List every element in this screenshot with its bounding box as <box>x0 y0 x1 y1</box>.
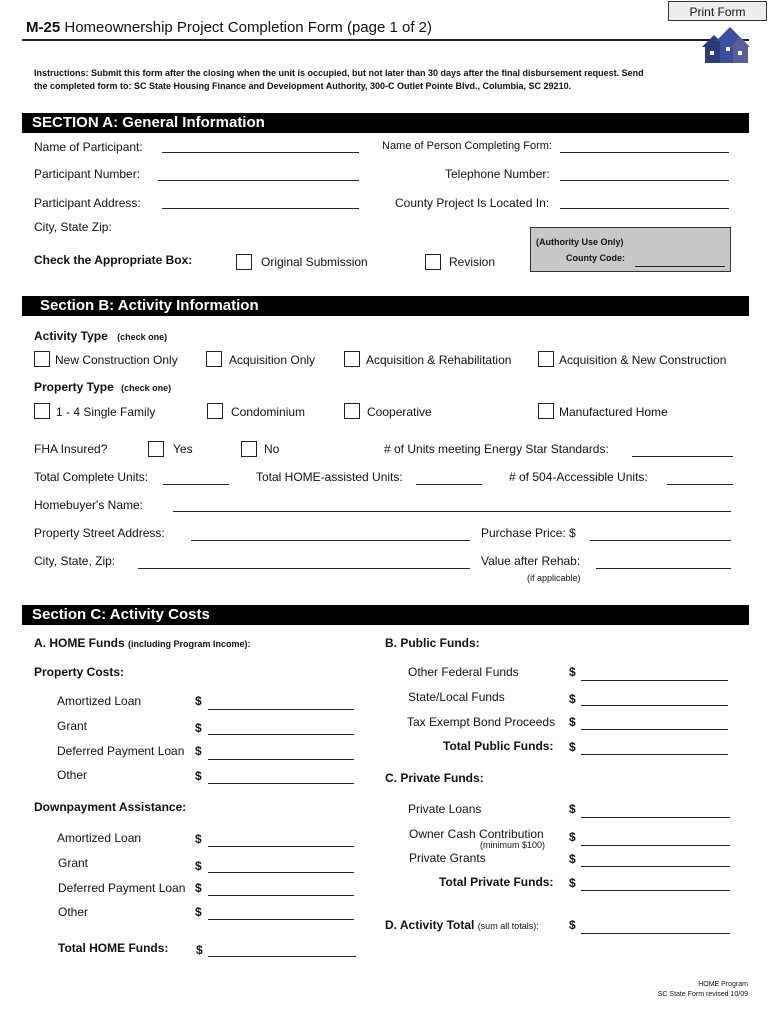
accessible-units-label: # of 504-Accessible Units: <box>509 470 648 484</box>
dp-other-dollar: $ <box>195 905 202 919</box>
revision-checkbox[interactable] <box>425 254 441 270</box>
fha-insured-label: FHA Insured? <box>34 442 108 456</box>
total-home-funds-dollar: $ <box>196 943 203 957</box>
acquisition-rehab-checkbox[interactable] <box>344 351 360 367</box>
owner-cash-label: Owner Cash Contribution <box>409 827 544 841</box>
total-private-funds-label: Total Private Funds: <box>439 875 554 889</box>
dp-deferred-loan-dollar: $ <box>195 881 202 895</box>
acquisition-rehab-label: Acquisition & Rehabilitation <box>366 353 512 367</box>
pc-deferred-loan-label: Deferred Payment Loan <box>57 744 185 758</box>
form-title-text: Homeownership Project Completion Form (page 1 of 2) <box>64 19 433 36</box>
dp-other-field[interactable] <box>208 919 354 920</box>
accessible-units-field[interactable] <box>667 484 733 485</box>
housing-logo <box>700 23 750 65</box>
county-project-label: County Project Is Located In: <box>395 196 550 210</box>
sum-all-note: (sum all totals): <box>477 921 539 931</box>
total-public-funds-label: Total Public Funds: <box>443 739 554 753</box>
cooperative-checkbox[interactable] <box>344 403 360 419</box>
single-family-label: 1 - 4 Single Family <box>56 405 156 419</box>
value-after-rehab-field[interactable] <box>596 568 731 569</box>
fha-no-label: No <box>264 442 280 456</box>
pc-other-label: Other <box>57 768 88 782</box>
other-federal-funds-field[interactable] <box>581 680 728 681</box>
dp-grant-label: Grant <box>58 856 89 870</box>
tax-exempt-bond-dollar: $ <box>569 715 576 729</box>
condominium-checkbox[interactable] <box>207 403 223 419</box>
private-funds-heading: C. Private Funds: <box>385 771 484 785</box>
homebuyer-name-field[interactable] <box>173 511 731 512</box>
instructions: Instructions: Submit this form after the closing when the unit is occupied, but not later than 30 days after the final disbursement request. Send <box>34 68 644 78</box>
acquisition-only-label: Acquisition Only <box>229 353 316 367</box>
authority-use-box <box>530 227 731 272</box>
dp-other-label: Other <box>58 905 89 919</box>
acquisition-new-construction-checkbox[interactable] <box>538 351 554 367</box>
print-form-button[interactable]: Print Form <box>668 1 767 21</box>
state-local-funds-dollar: $ <box>569 692 576 706</box>
private-grants-field[interactable] <box>581 866 730 867</box>
name-of-person-label: Name of Person Completing Form: <box>382 140 552 152</box>
name-of-person-field[interactable] <box>560 152 729 153</box>
tax-exempt-bond-field[interactable] <box>581 729 728 730</box>
private-loans-field[interactable] <box>581 817 730 818</box>
activity-check-one: (check one) <box>117 332 168 342</box>
pc-amortized-loan-dollar: $ <box>195 694 202 708</box>
activity-total-field[interactable] <box>581 933 730 934</box>
pc-amortized-loan-field[interactable] <box>208 709 354 710</box>
name-of-participant-field[interactable] <box>162 152 359 153</box>
new-construction-checkbox[interactable] <box>34 351 50 367</box>
county-code-label: County Code: <box>566 253 625 263</box>
property-check-one: (check one) <box>121 383 172 393</box>
state-local-funds-label: State/Local Funds <box>408 690 505 704</box>
pc-deferred-loan-dollar: $ <box>195 744 202 758</box>
private-loans-dollar: $ <box>569 802 576 816</box>
downpayment-heading: Downpayment Assistance: <box>34 800 187 814</box>
total-home-assisted-label: Total HOME-assisted Units: <box>256 470 403 484</box>
purchase-price-label: Purchase Price: $ <box>481 526 576 540</box>
dp-deferred-loan-field[interactable] <box>208 895 354 896</box>
homebuyer-name-label: Homebuyer's Name: <box>34 498 143 512</box>
manufactured-home-checkbox[interactable] <box>538 403 554 419</box>
home-funds-heading <box>34 636 251 650</box>
purchase-price-field[interactable] <box>590 540 731 541</box>
dp-amortized-loan-dollar: $ <box>195 832 202 846</box>
activity-total-text: D. Activity Total <box>385 918 475 932</box>
private-loans-label: Private Loans <box>408 802 482 816</box>
form-code: M-25 <box>26 19 61 36</box>
condominium-label: Condominium <box>231 405 306 419</box>
value-after-rehab-label: Value after Rehab: <box>481 554 581 568</box>
check-box-label: Check the Appropriate Box: <box>34 253 193 267</box>
new-construction-label: New Construction Only <box>55 353 178 367</box>
footer-revised: SC State Form revised 10/09 <box>657 991 748 998</box>
total-home-funds-label: Total HOME Funds: <box>58 941 169 955</box>
owner-cash-minimum: (minimum $100) <box>480 840 546 850</box>
city-state-zip-b-field[interactable] <box>138 568 470 569</box>
county-code-field[interactable] <box>635 266 725 267</box>
form-title <box>26 19 432 36</box>
name-of-participant-label: Name of Participant: <box>34 140 143 154</box>
participant-number-label: Participant Number: <box>34 167 141 181</box>
instructions-line2: the completed form to: SC State Housing Finance and Development Authority, 300-C Outlet Pointe Blvd., Columbia, SC 29210. <box>34 81 572 91</box>
other-federal-funds-dollar: $ <box>569 665 576 679</box>
activity-total-heading <box>385 918 539 932</box>
total-complete-units-field[interactable] <box>163 484 229 485</box>
pc-amortized-loan-label: Amortized Loan <box>57 694 142 708</box>
property-costs-heading: Property Costs: <box>34 665 125 679</box>
home-funds-note: (including Program Income): <box>128 639 251 649</box>
energy-star-field[interactable] <box>632 456 733 457</box>
authority-use-label: (Authority Use Only) <box>536 237 624 247</box>
state-local-funds-field[interactable] <box>581 705 728 706</box>
owner-cash-dollar: $ <box>569 830 576 844</box>
private-grants-label: Private Grants <box>409 851 486 865</box>
property-street-label: Property Street Address: <box>34 526 165 540</box>
participant-number-field[interactable] <box>158 180 359 181</box>
manufactured-home-label: Manufactured Home <box>559 405 668 419</box>
dp-amortized-loan-field[interactable] <box>208 846 354 847</box>
cooperative-label: Cooperative <box>367 405 432 419</box>
private-grants-dollar: $ <box>569 852 576 866</box>
pc-other-dollar: $ <box>195 769 202 783</box>
county-project-field[interactable] <box>560 208 729 209</box>
participant-address-field[interactable] <box>162 208 359 209</box>
total-home-assisted-field[interactable] <box>416 484 482 485</box>
fha-yes-label: Yes <box>173 442 193 456</box>
property-type-label <box>34 380 171 394</box>
activity-type-label <box>34 329 167 343</box>
footer-program: HOME Program <box>698 981 748 988</box>
telephone-field[interactable] <box>560 180 729 181</box>
property-type-text: Property Type <box>34 380 114 394</box>
city-state-zip-label: City, State Zip: <box>34 220 112 234</box>
dp-grant-field[interactable] <box>208 872 354 873</box>
acquisition-only-checkbox[interactable] <box>206 351 222 367</box>
fha-no-checkbox[interactable] <box>241 441 257 457</box>
participant-address-label: Participant Address: <box>34 196 141 210</box>
telephone-label: Telephone Number: <box>445 167 550 181</box>
dp-amortized-loan-label: Amortized Loan <box>57 831 142 845</box>
total-home-funds-field[interactable] <box>208 956 356 957</box>
total-public-funds-field[interactable] <box>581 754 728 755</box>
pc-grant-label: Grant <box>57 719 88 733</box>
tax-exempt-bond-label: Tax Exempt Bond Proceeds <box>407 715 556 729</box>
owner-cash-field[interactable] <box>581 845 730 846</box>
activity-type-text: Activity Type <box>34 329 108 343</box>
section-c-header: Section C: Activity Costs <box>22 605 749 625</box>
energy-star-label: # of Units meeting Energy Star Standards: <box>384 442 609 456</box>
if-applicable-note: (if applicable) <box>527 573 581 583</box>
revision-label: Revision <box>449 255 496 269</box>
section-b-header: Section B: Activity Information <box>22 296 749 316</box>
original-submission-checkbox[interactable] <box>236 254 252 270</box>
property-street-field[interactable] <box>191 540 470 541</box>
total-private-funds-dollar: $ <box>569 876 576 890</box>
pc-grant-dollar: $ <box>195 721 202 735</box>
city-state-zip-b-label: City, State, Zip: <box>34 554 116 568</box>
total-public-funds-dollar: $ <box>569 740 576 754</box>
pc-deferred-loan-field[interactable] <box>208 759 354 760</box>
dp-grant-dollar: $ <box>195 859 202 873</box>
section-a-header: SECTION A: General Information <box>22 113 749 133</box>
total-private-funds-field[interactable] <box>581 890 730 891</box>
activity-total-dollar: $ <box>569 918 576 932</box>
single-family-checkbox[interactable] <box>34 403 50 419</box>
original-submission-label: Original Submission <box>261 255 368 269</box>
total-complete-units-label: Total Complete Units: <box>34 470 149 484</box>
home-funds-text: A. HOME Funds <box>34 636 125 650</box>
pc-other-field[interactable] <box>208 783 354 784</box>
public-funds-heading: B. Public Funds: <box>385 636 480 650</box>
title-rule <box>22 39 749 41</box>
dp-deferred-loan-label: Deferred Payment Loan <box>58 881 186 895</box>
other-federal-funds-label: Other Federal Funds <box>408 665 519 679</box>
fha-yes-checkbox[interactable] <box>148 441 164 457</box>
acquisition-new-construction-label: Acquisition & New Construction <box>559 353 727 367</box>
pc-grant-field[interactable] <box>208 734 354 735</box>
